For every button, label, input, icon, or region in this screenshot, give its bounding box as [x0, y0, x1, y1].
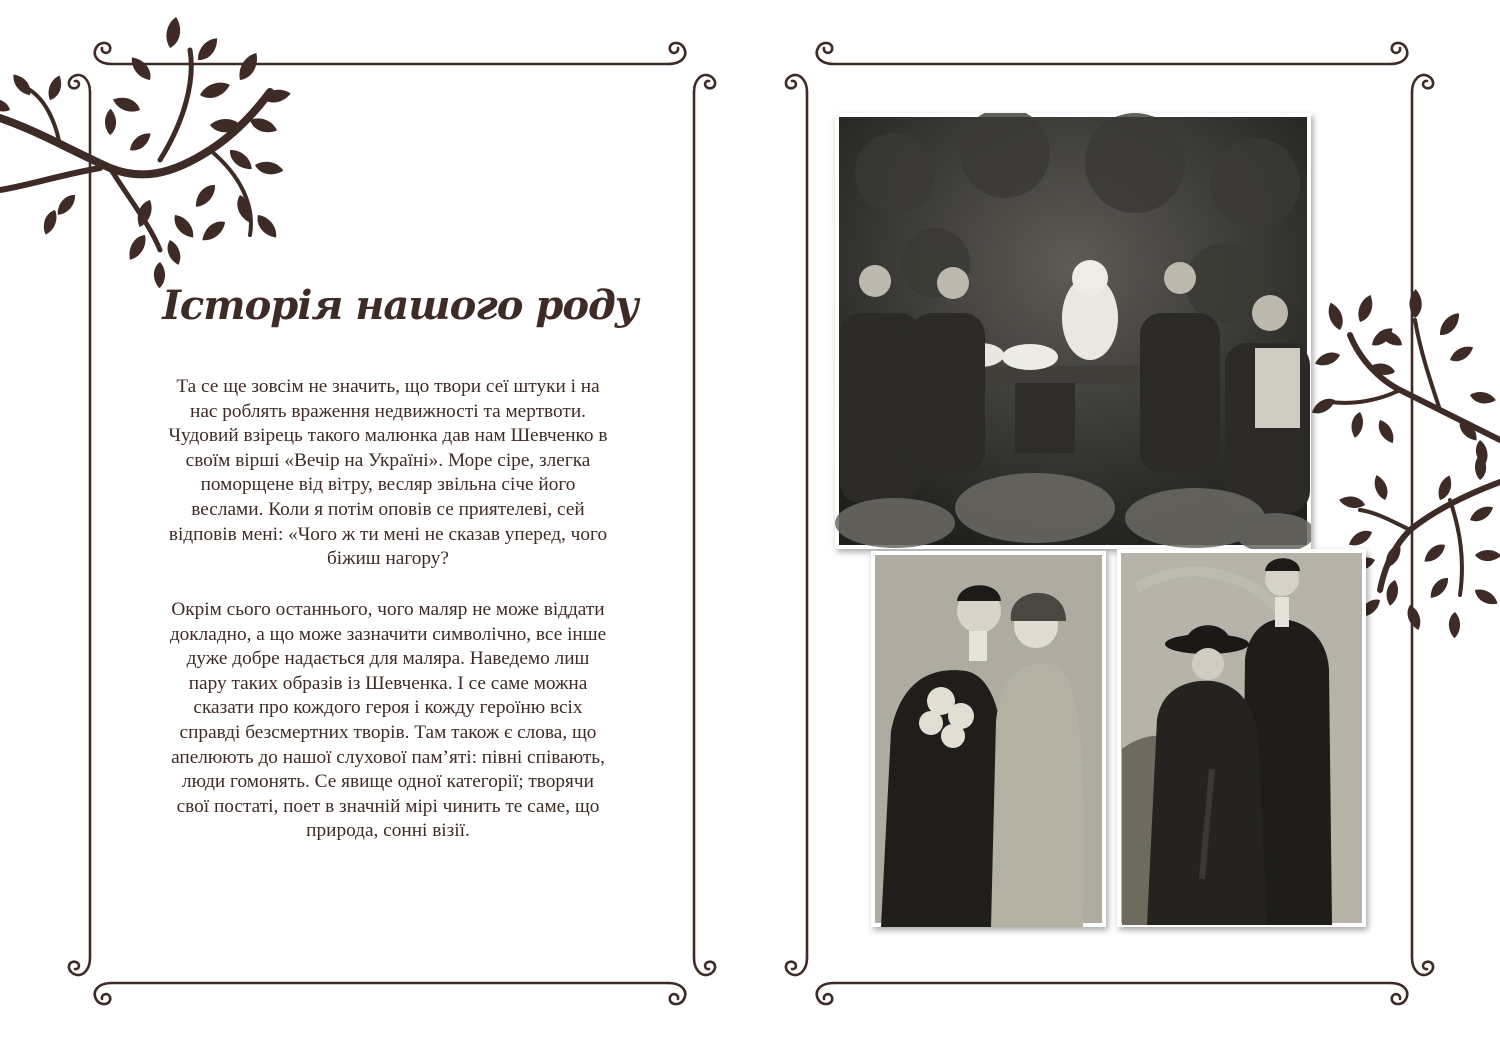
- text-line: свої постаті, поет в значній мірі чинить те саме, що: [176, 795, 600, 817]
- page-title: Історія нашого роду: [162, 282, 638, 329]
- paragraph-1: [108, 375, 668, 572]
- photo-mother-son: [1117, 549, 1366, 927]
- text-line: відповів мені: «Чого ж ти мені не сказав уперед, чого: [168, 523, 608, 545]
- photo-garden-group: [835, 113, 1311, 549]
- paragraph-2: [108, 598, 668, 844]
- text-line: Та се ще зовсім не значить, що твори сеї штуки і на: [176, 376, 600, 397]
- text-line: природа, сонні візії.: [306, 820, 470, 842]
- text-line: Окрім сього останнього, чого маляр не може віддати: [171, 599, 605, 620]
- text-line: сказати про кождого героя і кожду героїню всіх: [193, 697, 583, 719]
- text-line: поморщене від вітру, весляр звільна січе його: [200, 474, 576, 496]
- text-line: Чудовий взірець такого малюнка дав нам Шевченко в: [168, 425, 608, 447]
- couple-photo-icon: [871, 551, 1106, 927]
- text-line: біжиш нагору?: [326, 548, 449, 570]
- text-line: своїм вірші «Вечір на Україні». Море сіре, злегка: [185, 449, 591, 471]
- text-line: пару таких образів із Шевченка. І се саме можна: [188, 672, 588, 694]
- tree-branch-icon: [1309, 288, 1500, 466]
- portrait-photo-icon: [1117, 549, 1366, 927]
- text-line: нас роблять враження недвижності та мертвоти.: [190, 400, 586, 422]
- text-line: апелюють до нашої слухової пам’яті: півні співають,: [171, 746, 605, 768]
- text-line: люди гомонять. Се явище одної категорії; творячи: [182, 771, 594, 793]
- text-line: докладно, а що може зазначити символічно, все інше: [169, 623, 607, 645]
- photo-couple: [871, 551, 1106, 927]
- text-line: справді безсмертних творів. Там також є слова, що: [179, 721, 597, 743]
- text-line: веслами. Коли я потім оповів се приятелеві, сей: [191, 498, 585, 520]
- text-line: дуже добре надається для маляра. Наведемо лиш: [186, 648, 590, 670]
- tree-branch-icon: [0, 16, 291, 289]
- group-photo-icon: [835, 113, 1311, 549]
